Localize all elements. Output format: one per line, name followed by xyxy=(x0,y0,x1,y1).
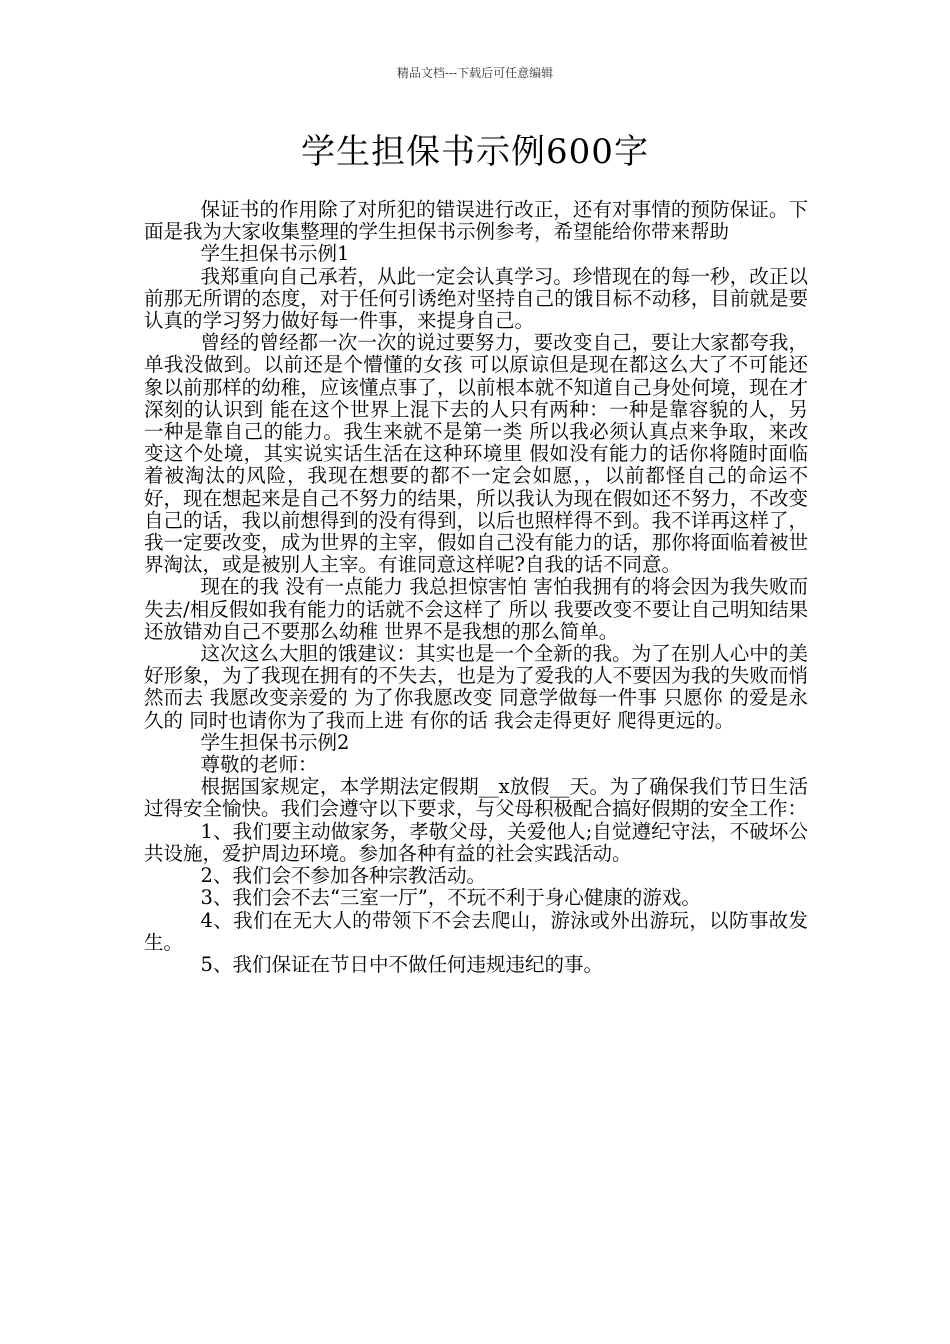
body-paragraph: 我郑重向自己承若，从此一定会认真学习。珍惜现在的每一秒，改正以前那无所谓的态度，对于任何引诱绝对坚持自己的饿目标不动移，目前就是要认真的学习努力做好每一件事，来提身自己。 xyxy=(144,264,808,333)
list-item: 4、我们在无大人的带领下不会去爬山，游泳或外出游玩，以防事故发生。 xyxy=(144,908,808,954)
page-title: 学生担保书示例600字 xyxy=(301,132,649,172)
body-paragraph: 根据国家规定，本学期法定假期__x放假__天。为了确保我们节日生活过得安全愉快。我们会遵守以下要求，与父母积极配合搞好假期的安全工作： xyxy=(144,775,808,821)
body-paragraph: 现在的我 没有一点能力 我总担惊害怕 害怕我拥有的将会因为我失败而失去/相反假如我有能力的话就不会这样了 所以 我要改变不要让自己明知结果还放错劝自己不要那么幼稚 世界不是我想的那么简单。 xyxy=(144,575,808,643)
section-heading-example-1: 学生担保书示例1 xyxy=(200,242,350,266)
document-body xyxy=(144,199,808,976)
header-note: 精品文档---下载后可任意编辑 xyxy=(396,66,554,80)
list-item: 3、我们会不去“三室一厅”，不玩不利于身心健康的游戏。 xyxy=(200,886,701,910)
list-item: 1、我们要主动做家务，孝敬父母，关爱他人;自觉遵纪守法，不破坏公共设施，爱护周边环境。参加各种有益的社会实践活动。 xyxy=(144,819,808,865)
list-item: 5、我们保证在节日中不做任何违规违纪的事。 xyxy=(200,952,603,976)
section-heading-example-2: 学生担保书示例2 xyxy=(200,730,350,754)
body-paragraph: 这次这么大胆的饿建议：其实也是一个全新的我。为了在别人心中的美好形象，为了我现在拥有的不失去，也是为了爱我的人不要因为我的失败而悄然而去 我愿改变亲爱的 为了你我愿改变 同意学做每一件事 只愿你 的爱是永久的 同时也请你为了我而上进 有你的话 我会走得更好 爬得更远的。 xyxy=(144,642,808,732)
list-item: 2、我们会不参加各种宗教活动。 xyxy=(200,864,486,888)
intro-paragraph: 保证书的作用除了对所犯的错误进行改正，还有对事情的预防保证。下面是我为大家收集整理的学生担保书示例参考，希望能给你带来帮助 xyxy=(144,198,808,244)
salutation: 尊敬的老师： xyxy=(200,753,318,777)
body-paragraph: 曾经的曾经都一次一次的说过要努力，要改变自己，要让大家都夸我， 单我没做到。以前还是个懵懂的女孩 可以原谅但是现在都这么大了不可能还象以前那样的幼稚，应该懂点事了，以前根本就不知道自己身处何境，现在才深刻的认识到 能在这个世界上混下去的人只有两种：一种是靠容貌的人，另一种是靠自己的能力。我生来就不是第一类 所以我必须认真点来争取，来改变这个处境，其实说实话生活在这种环境里 假如没有能力的话你将随时面临着被淘汰的风险，我现在想要的都不一定会如愿，，以前都怪自己的命运不好，现在想起来是自己不努力的结果，所以我认为现在假如还不努力，不改变自己的话，我以前想得到的没有得到，以后也照样得不到。我不详再这样了，我一定要改变，成为世界的主宰，假如自己没有能力的话，那你将面临着被世界淘汰，或是被别人主宰。有谁同意这样呢?自我的话不同意。 xyxy=(144,331,808,577)
